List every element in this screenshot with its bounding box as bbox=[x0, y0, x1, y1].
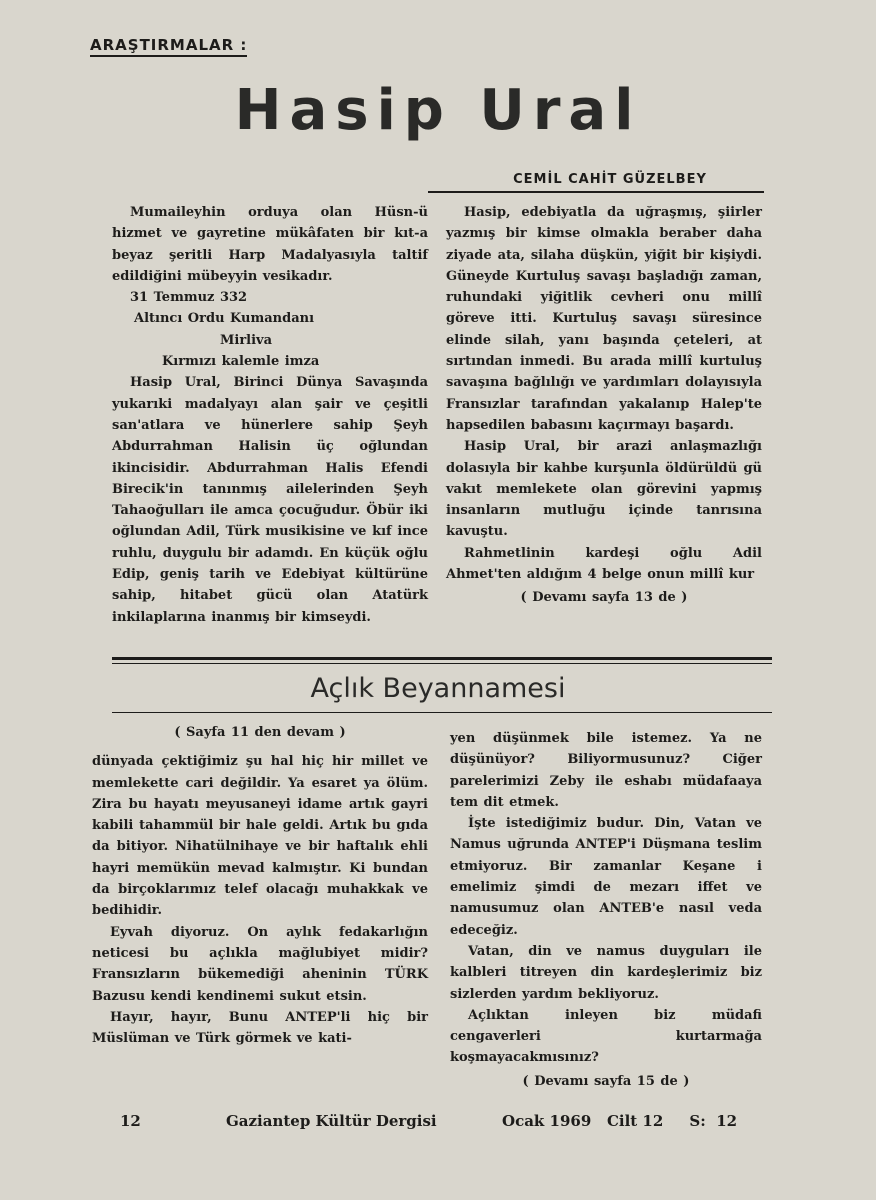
section-divider-thin bbox=[112, 663, 772, 664]
section-divider-thin bbox=[112, 712, 772, 713]
paragraph: Hasip, edebiyatla da uğraşmış, şiirler yazmış bir kimse olmakla beraber daha ziyade ata, silaha düşkün, yiğit bir kişiydi. Güneyde Kurtuluş savaşı başladığı zaman, ruhundaki yiğitlik cevheri onu millî göreve itti. Kurtuluş savaşı süresince elinde silah, yanı başında çeteleri, at sırtından inmedi. Bu arada millî kurtuluş savaşına bağlılığı ve yardımları dolayısıyla Fransızlar tarafından yakalanıp Halep'te hapsedilen babasını kaçırmayı başardı. bbox=[446, 205, 762, 433]
author-byline: CEMİL CAHİT GÜZELBEY bbox=[513, 172, 707, 187]
issue-info: Ocak 1969 Cilt 12 S: 12 bbox=[502, 1112, 738, 1130]
section-label: ARAŞTIRMALAR : bbox=[90, 36, 247, 57]
paragraph: İşte istediğimiz budur. Din, Vatan ve Namus uğrunda ANTEP'i Düşmana teslim etmiyoruz. Bir zamanlar Keşane i emelimiz şimdi de mezarı iffet ve namusumuz olan ANTEB'e nasıl veda edeceğiz. bbox=[450, 816, 762, 938]
article-title: Hasip Ural bbox=[234, 78, 642, 143]
byline-rule bbox=[428, 191, 764, 193]
continued-from-note: ( Sayfa 11 den devam ) bbox=[174, 725, 346, 740]
paragraph: Açlıktan inleyen biz müdafi cengaverleri kurtarmağa koşmayacakmısınız? bbox=[450, 1007, 762, 1066]
article2-left-column bbox=[92, 722, 428, 1049]
document-date: 31 Temmuz 332 bbox=[130, 290, 248, 306]
page-number: 12 bbox=[120, 1112, 141, 1130]
paragraph: yen düşünmek bile istemez. Ya ne düşünüyor? Biliyormusunuz? Ciğer parelerimizi Zeby ile eshabı müdafaaya tem dit etmek. bbox=[450, 731, 762, 810]
continued-note: ( Devamı sayfa 13 de ) bbox=[520, 590, 688, 606]
paragraph: Hayır, hayır, Bunu ANTEP'li hiç bir Müslüman ve Türk görmek ve kati- bbox=[92, 1009, 428, 1047]
document-signature-note: Kırmızı kalemle imza bbox=[162, 354, 320, 370]
paragraph: Hasip Ural, bir arazi anlaşmazlığı dolasıyla bir kahbe kurşunla öldürüldü gü vakıt memlekete olan görevini yapmış insanların mutluğu içinde tanrısına kavuştu. bbox=[446, 439, 762, 540]
paragraph: Mumaileyhin orduya olan Hüsn-ü hizmet ve gayretine mükâfaten bir kıt-a beyaz şeritli Harp Madalyasıyla taltif edildiğini mübeyyin vesikadır. bbox=[112, 205, 428, 284]
document-rank: Mirliva bbox=[220, 332, 273, 348]
paragraph: dünyada çektiğimiz şu hal hiç hir millet ve memlekette cari değildir. Ya esaret ya ölüm. Zira bu hayatı meyusaneyi idame artık gayri kabili tahammül bir hale geldi. Artık bu gıda da bitiyor. Nihatülnihaye ve bir haftalık ehli hayri memükün mevad kalmıştır. Ki bundan da birçoklarımız telef olacağı muhakkak ve bedihidir. bbox=[92, 754, 428, 919]
paragraph: Hasip Ural, Birinci Dünya Savaşında yukarıki madalyayı alan şair ve çeşitli san'atlara ve hünerlere sahip Şeyh Abdurrahman Halisin üç oğlundan ikincisidir. Abdurrahman Halis Efendi Birecik'in tanınmış ailelerinden Şeyh Tahaoğulları ile amca çocuğudur. Öbür iki oğlundan Adil, Türk musikisine ve kıf ince ruhlu, duygulu bir adamdı. En küçük oğlu Edip, geniş tarih ve Edebiyat kültürüne sahip, hitabet gücü olan Atatürk inkilaplarına inanmış bir kimseydi. bbox=[112, 375, 428, 625]
article-left-column bbox=[112, 202, 428, 628]
document-signatory: Altıncı Ordu Kumandanı bbox=[134, 311, 315, 327]
paragraph: Eyvah diyoruz. On aylık fedakarlığın neticesi bu açlıkla mağlubiyet midir? Fransızların bükemediği aheninin TÜRK Bazusu kendi kendinemi sukut etsin. bbox=[92, 924, 428, 1004]
paragraph: Rahmetlinin kardeşi oğlu Adil Ahmet'ten aldığım 4 belge onun millî kur bbox=[446, 545, 762, 583]
section-title: Açlık Beyannamesi bbox=[310, 673, 566, 704]
article2-right-column bbox=[450, 728, 762, 1092]
paragraph: Vatan, din ve namus duyguları ile kalbleri titreyen din kardeşlerimiz biz sizlerden yardım bekliyoruz. bbox=[450, 943, 762, 1002]
section-divider bbox=[112, 657, 772, 660]
article-right-column bbox=[446, 202, 762, 609]
magazine-name: Gaziantep Kültür Dergisi bbox=[226, 1112, 437, 1130]
continued-note: ( Devamı sayfa 15 de ) bbox=[522, 1073, 690, 1089]
